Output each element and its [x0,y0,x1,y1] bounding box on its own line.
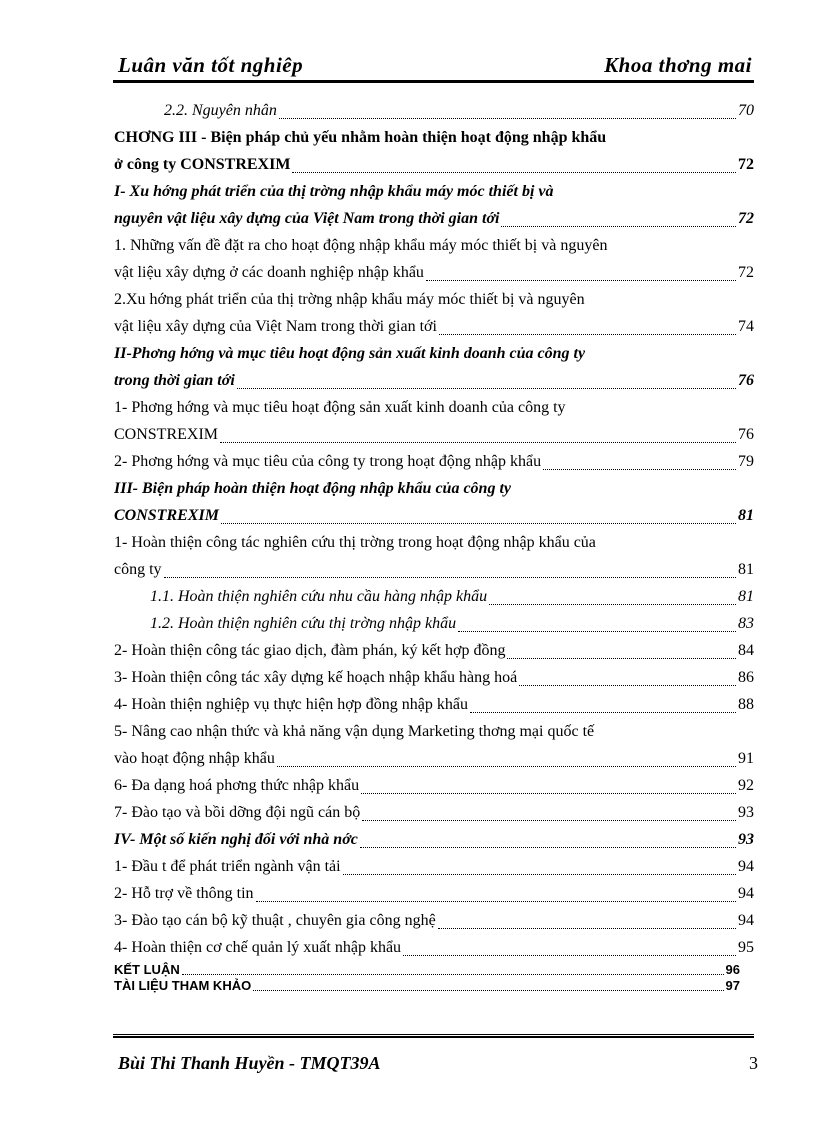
toc-entry [114,449,754,476]
toc-entry [114,773,754,800]
toc-leader-dots [489,604,736,605]
toc-entry-page: 94 [738,885,754,902]
toc-entry-page: 70 [738,102,754,119]
toc-entry [114,260,754,287]
toc-entry-page: 93 [738,804,754,821]
toc-entry [114,179,754,206]
toc-leader-dots [182,974,724,975]
toc-entry-text: 2- Phơng hớng và mục tiêu của công ty trong hoạt động nhập khẩu [114,453,542,470]
toc-entry [114,719,754,746]
toc-entry [114,611,754,638]
toc-entry [114,557,754,584]
toc-entry-text: 1.2. Hoàn thiện nghiên cứu thị trờng nhập khẩu [150,615,457,632]
toc-entry-page: 81 [738,588,754,605]
toc-entry [114,584,754,611]
toc-leader-dots [164,577,736,578]
toc-entry-text: 3- Đào tạo cán bộ kỹ thuật , chuyên gia công nghệ [114,912,436,929]
toc-entry-page: 79 [738,453,754,470]
toc-entry [114,854,754,881]
toc-entry [114,935,754,962]
toc-entry-page: 94 [738,858,754,875]
toc-leader-dots [501,226,736,227]
toc-entry [114,530,754,557]
toc-entry-text: ở công ty CONSTREXIM [114,156,291,173]
toc-entry-text: 2.Xu hớng phát triển của thị trờng nhập khẩu máy móc thiết bị và nguyên [114,291,585,308]
toc-entry-text: CONSTREXIM [114,426,219,443]
toc-entry-text: 2- Hoàn thiện công tác giao dịch, đàm phán, ký kết hợp đồng [114,642,506,659]
toc-entry-text: 3- Hoàn thiện công tác xây dựng kế hoạch nhập khẩu hàng hoá [114,669,518,686]
toc-entry [114,476,754,503]
footer-rule [113,1034,754,1038]
toc-entry [114,881,754,908]
toc-entry-page: 83 [738,615,754,632]
toc-entry-text: IV- Một số kiến nghị đối với nhà nớc [114,831,358,848]
toc-entry-text: vào hoạt động nhập khẩu [114,750,275,767]
toc-entry [114,98,754,125]
toc-entry [114,665,754,692]
toc-leader-dots [361,793,736,794]
toc-entry-text: KẾT LUẬN [114,962,180,977]
toc-entry-page: 72 [738,156,754,173]
toc-entry-text: CHƠNG III - Biện pháp chủ yếu nhằm hoàn thiện hoạt động nhập khẩu [114,129,607,146]
toc-entry [114,978,754,994]
toc-entry-text: nguyên vật liệu xây dựng của Việt Nam trong thời gian tới [114,210,500,227]
toc-entry [114,422,754,449]
toc-entry-page: 88 [738,696,754,713]
toc-entry [114,827,754,854]
toc-entry-text: vật liệu xây dựng ở các doanh nghiệp nhập khẩu [114,264,424,281]
header-right: Khoa thơng mai [604,53,752,77]
toc-entry-text: III- Biện pháp hoàn thiện hoạt động nhập khẩu của công ty [114,480,511,497]
toc-entry-text: II-Phơng hớng và mục tiêu hoạt động sản xuất kinh doanh của công ty [114,345,586,362]
toc-entry [114,638,754,665]
toc-entry-page: 81 [738,507,754,524]
toc-entry-page: 86 [738,669,754,686]
toc-entry [114,287,754,314]
toc-entry-page: 84 [738,642,754,659]
toc-entry [114,341,754,368]
toc-entry-text: 1- Hoàn thiện công tác nghiên cứu thị trờng trong hoạt động nhập khẩu của [114,534,596,551]
toc-entry-page: 72 [738,210,754,227]
toc-leader-dots [519,685,736,686]
toc-leader-dots [439,334,736,335]
toc-entry-text: CONSTREXIM [114,507,219,524]
toc-leader-dots [426,280,736,281]
header-rule [113,80,754,83]
toc-entry-page: 72 [738,264,754,281]
toc-leader-dots [507,658,736,659]
toc-leader-dots [543,469,736,470]
footer-page-number: 3 [749,1053,758,1073]
toc-leader-dots [438,928,736,929]
toc-entry-text: 4- Hoàn thiện cơ chế quản lý xuất nhập khẩu [114,939,402,956]
toc-entry [114,962,754,978]
toc-entry-page: 76 [738,426,754,443]
toc-leader-dots [362,820,736,821]
toc-leader-dots [279,118,736,119]
toc-entry-text: vật liệu xây dựng của Việt Nam trong thời gian tới [114,318,437,335]
toc-entry-text: 1- Đầu t để phát triển ngành vận tải [114,858,341,875]
toc-leader-dots [221,523,736,524]
toc-leader-dots [470,712,736,713]
toc-leader-dots [292,172,736,173]
toc-entry-text: công ty [114,561,162,578]
toc-entry-text: 2- Hỗ trợ về thông tin [114,885,254,902]
toc-entry [114,314,754,341]
toc-entry-page: 91 [738,750,754,767]
toc-leader-dots [237,388,736,389]
toc-entry-text: 6- Đa dạng hoá phơng thức nhập khẩu [114,777,360,794]
toc-entry-text: 4- Hoàn thiện nghiệp vụ thực hiện hợp đồng nhập khẩu [114,696,468,713]
toc-entry-text: 1. Những vấn đề đặt ra cho hoạt động nhập khẩu máy móc thiết bị và nguyên [114,237,608,254]
toc-entry-page: 95 [738,939,754,956]
table-of-contents [114,98,754,994]
toc-entry-text: TÀI LIỆU THAM KHẢO [114,978,252,993]
toc-entry-page: 92 [738,777,754,794]
footer-author: Bùi Thi Thanh Huyền - TMQT39A [118,1053,381,1073]
toc-entry [114,800,754,827]
toc-leader-dots [403,955,736,956]
toc-leader-dots [277,766,736,767]
toc-entry [114,395,754,422]
toc-entry-page: 96 [725,962,740,977]
toc-leader-dots [220,442,736,443]
toc-entry-page: 94 [738,912,754,929]
toc-entry [114,503,754,530]
toc-leader-dots [343,874,736,875]
toc-entry-page: 93 [738,831,754,848]
toc-entry [114,746,754,773]
toc-leader-dots [253,990,724,991]
toc-entry-text: 5- Nâng cao nhận thức và khả năng vận dụng Marketing thơng mại quốc tế [114,723,595,740]
toc-entry-page: 81 [738,561,754,578]
toc-entry [114,206,754,233]
toc-leader-dots [360,847,736,848]
toc-entry [114,152,754,179]
toc-entry-page: 74 [738,318,754,335]
toc-entry-text: 1- Phơng hớng và mục tiêu hoạt động sản xuất kinh doanh của công ty [114,399,566,416]
toc-leader-dots [256,901,736,902]
toc-leader-dots [458,631,736,632]
toc-entry-text: I- Xu hớng phát triển của thị trờng nhập khẩu máy móc thiết bị và [114,183,554,200]
toc-entry-page: 76 [738,372,754,389]
toc-entry [114,692,754,719]
toc-entry [114,368,754,395]
toc-entry [114,233,754,260]
toc-entry-page: 97 [725,978,740,993]
header-left: Luân văn tốt nghiêp [118,53,304,77]
toc-entry-text: trong thời gian tới [114,372,235,389]
toc-entry [114,908,754,935]
toc-entry [114,125,754,152]
toc-entry-text: 2.2. Nguyên nhân [164,102,277,119]
toc-entry-text: 1.1. Hoàn thiện nghiên cứu nhu cầu hàng nhập khẩu [150,588,488,605]
toc-entry-text: 7- Đào tạo và bồi dỡng đội ngũ cán bộ [114,804,361,821]
